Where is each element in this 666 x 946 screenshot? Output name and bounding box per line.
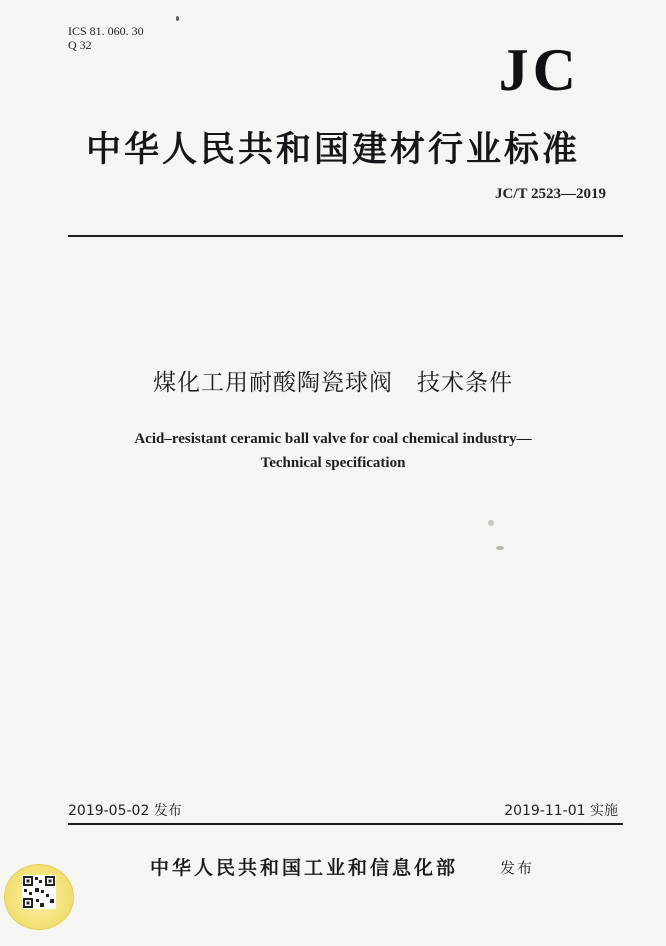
top-divider xyxy=(68,235,623,237)
english-title-line-2: Technical specification xyxy=(260,455,406,471)
qr-code-icon xyxy=(22,875,56,909)
scan-speck xyxy=(496,546,504,550)
english-title-line-1: Acid–resistant ceramic ball valve for coal chemical industry— xyxy=(134,431,532,447)
document-title-english xyxy=(0,427,666,475)
issuing-authority: 中华人民共和国工业和信息化部 xyxy=(150,857,459,879)
bottom-divider xyxy=(68,823,623,825)
scan-speck xyxy=(488,520,494,526)
jc-logo: JC xyxy=(498,37,580,103)
implementation-date: 2019-11-01 实施 xyxy=(504,803,618,819)
ccs-code: Q 32 xyxy=(68,38,92,52)
qr-seal-stamp xyxy=(4,864,74,930)
document-title-chinese: 煤化工用耐酸陶瓷球阀 技术条件 xyxy=(153,370,513,396)
issuing-label: 发布 xyxy=(500,859,535,877)
scan-speck xyxy=(176,16,179,21)
standard-number: JC/T 2523—2019 xyxy=(495,186,606,202)
issue-date: 2019-05-02 发布 xyxy=(68,803,182,819)
standard-category-title: 中华人民共和国建材行业标准 xyxy=(85,129,580,170)
ics-code: ICS 81. 060. 30 xyxy=(68,24,144,38)
